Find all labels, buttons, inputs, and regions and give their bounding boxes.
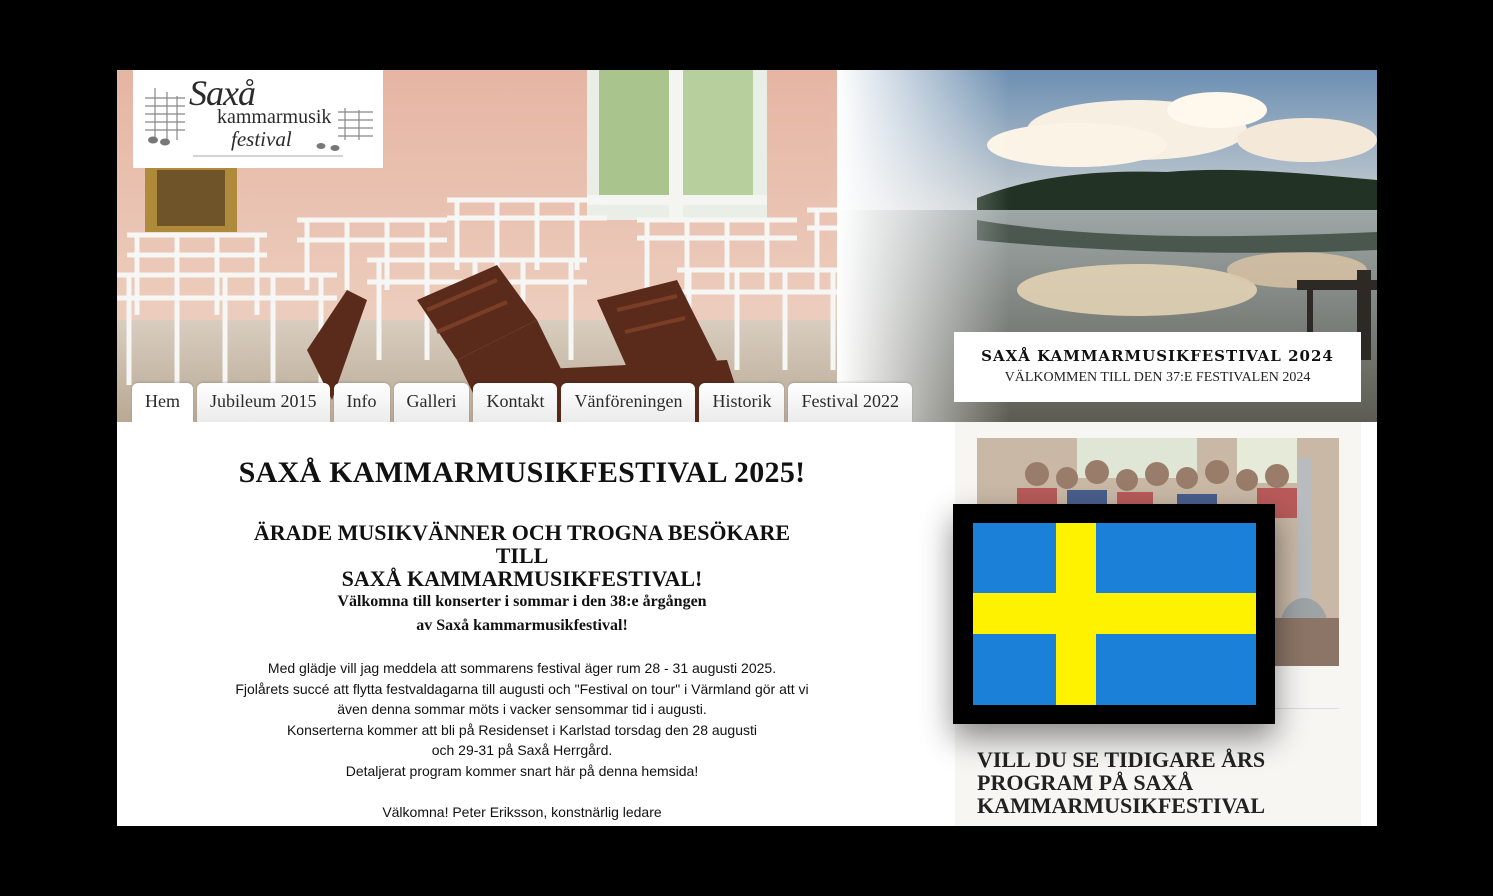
- welcome-banner-title: SAXÅ KAMMARMUSIKFESTIVAL 2024: [981, 347, 1334, 365]
- sidebar-heading-line-1: VILL DU SE TIDIGARE ÅRS: [977, 747, 1266, 772]
- swedish-flag-icon: [973, 523, 1256, 705]
- tab-historik[interactable]: Historik: [699, 383, 784, 422]
- welcome-line-1: Välkomna till konserter i sommar i den 38:e årgången: [337, 593, 707, 610]
- tab-festival-2022[interactable]: Festival 2022: [788, 383, 912, 422]
- body-line: Konserterna kommer att bli på Residenset i Karlstad torsdag den 28 augusti: [286, 721, 758, 738]
- sidebar-heading-line-2: PROGRAM PÅ SAXÅ: [977, 770, 1194, 795]
- tab-hem[interactable]: Hem: [132, 383, 193, 422]
- signature: Välkomna! Peter Eriksson, konstnärlig ledare: [382, 804, 662, 820]
- body-line: Detaljerat program kommer snart här på denna hemsida!: [345, 762, 699, 779]
- body-line: Med glädje vill jag meddela att sommarens festival äger rum 28 - 31 augusti 2025.: [267, 660, 777, 676]
- tab-jubileum-2015[interactable]: Jubileum 2015: [197, 383, 330, 422]
- greeting-line-1: ÄRADE MUSIKVÄNNER OCH TROGNA BESÖKARE TILL: [253, 520, 791, 568]
- welcome-banner: [954, 332, 1361, 402]
- flag-cross-horizontal: [973, 593, 1256, 634]
- logo-text-festival: festival: [231, 127, 292, 151]
- welcome-text: [117, 590, 927, 638]
- logo-text-kammarmusik: kammarmusik: [217, 106, 332, 128]
- body-line: Fjolårets succé att flytta festvaldagarna till augusti och "Festival on tour" i Värmland gör att vi: [235, 680, 809, 697]
- body-line: även denna sommar möts i vacker sensommar tid i augusti.: [337, 701, 707, 717]
- header-banner: [117, 70, 1377, 422]
- page-title: SAXÅ KAMMARMUSIKFESTIVAL 2025!: [238, 456, 806, 489]
- announcement-text: [117, 658, 927, 781]
- sidebar-heading-line-3: KAMMARMUSIKFESTIVAL: [977, 793, 1266, 818]
- logo-text-saxa: Saxå: [189, 73, 255, 113]
- previous-programs-heading[interactable]: [977, 748, 1357, 817]
- welcome-banner-subtitle: VÄLKOMMEN TILL DEN 37:E FESTIVALEN 2024: [1004, 370, 1311, 385]
- main-nav: [132, 383, 912, 422]
- flag-frame[interactable]: [953, 504, 1275, 724]
- tab-kontakt[interactable]: Kontakt: [473, 383, 557, 422]
- site-logo[interactable]: [133, 70, 383, 168]
- greeting-heading: [227, 521, 817, 590]
- tab-info[interactable]: Info: [334, 383, 390, 422]
- greeting-line-2: SAXÅ KAMMARMUSIKFESTIVAL!: [341, 566, 703, 591]
- tab-vanforeningen[interactable]: Vänföreningen: [561, 383, 695, 422]
- body-line: och 29-31 på Saxå Herrgård.: [431, 742, 613, 758]
- welcome-line-2: av Saxå kammarmusikfestival!: [416, 617, 628, 634]
- tab-galleri[interactable]: Galleri: [394, 383, 470, 422]
- main-content: [117, 422, 927, 826]
